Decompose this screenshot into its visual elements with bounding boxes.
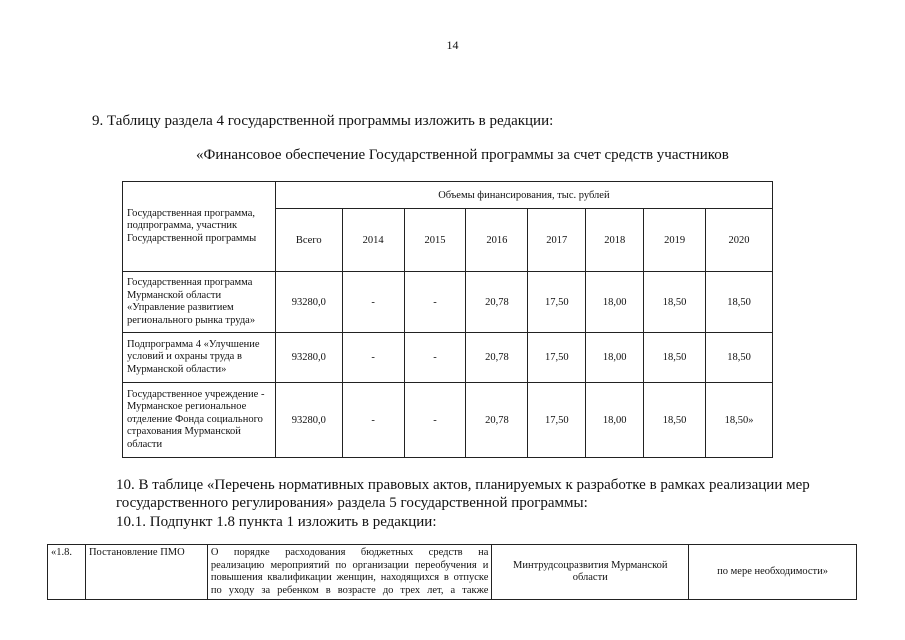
- cell: 18,50: [706, 333, 773, 383]
- col-header: 2016: [466, 209, 528, 272]
- cell: 18,00: [586, 383, 644, 458]
- cell: 93280,0: [275, 333, 342, 383]
- desc-line: повышения квалификации женщин, находящихся в отпуске: [210, 572, 489, 583]
- table-title: «Финансовое обеспечение Государственной программы за счет средств участников: [196, 147, 729, 163]
- col-header: 2019: [644, 209, 706, 272]
- cell: 18,50: [644, 383, 706, 458]
- item-10-line-2: государственного регулирования» раздела 5 государственной программы:: [116, 495, 588, 511]
- col-header: 2015: [404, 209, 466, 272]
- act-type: Постановление ПМО: [85, 545, 207, 600]
- cell: -: [404, 333, 466, 383]
- executor: Минтрудсоцразвития Мурманской области: [492, 545, 689, 600]
- row-name: Государственное учреждение - Мурманское региональное отделение Фонда социального страхования Мурманской области: [123, 383, 276, 458]
- row-name: Подпрограмма 4 «Улучшение условий и охраны труда в Мурманской области»: [123, 333, 276, 383]
- page-number: 14: [446, 38, 459, 52]
- col-header: 2017: [528, 209, 586, 272]
- desc-line: реализацию мероприятий по организации переобучения и: [210, 559, 489, 571]
- table-row: [123, 333, 773, 383]
- cell: 18,00: [586, 333, 644, 383]
- cell: 18,50: [644, 333, 706, 383]
- financing-table: [122, 181, 773, 458]
- row-name: Государственная программа Мурманской области «Управление развитием регионального рынка труда»: [123, 272, 276, 333]
- table-row: [123, 272, 773, 333]
- col-header: 2018: [586, 209, 644, 272]
- row-number: «1.8.: [48, 545, 86, 600]
- item-10-paragraph: [92, 476, 844, 512]
- group-header: Объемы финансирования, тыс. рублей: [275, 182, 772, 209]
- acts-table-row: [47, 544, 857, 600]
- cell: 18,50: [706, 272, 773, 333]
- cell: -: [404, 383, 466, 458]
- cell: -: [342, 272, 404, 333]
- cell: 20,78: [466, 383, 528, 458]
- cell: 93280,0: [275, 383, 342, 458]
- cell: 18,50: [644, 272, 706, 333]
- cell: 93280,0: [275, 272, 342, 333]
- col-header: 2014: [342, 209, 404, 272]
- col-header: 2020: [706, 209, 773, 272]
- item-10-line-1: 10. В таблице «Перечень нормативных правовых актов, планируемых к разработке в рамках реализации мер: [116, 477, 810, 493]
- cell: 20,78: [466, 333, 528, 383]
- cell: -: [342, 333, 404, 383]
- act-description: [207, 545, 492, 600]
- desc-line: О порядке расходования бюджетных средств на: [210, 547, 489, 558]
- cell: 17,50: [528, 333, 586, 383]
- deadline: по мере необходимости»: [689, 545, 857, 600]
- cell: 20,78: [466, 272, 528, 333]
- cell: 18,50»: [706, 383, 773, 458]
- table-row: [123, 383, 773, 458]
- desc-line: по уходу за ребенком в возрасте до трех лет, а также: [210, 584, 489, 596]
- item-10-1-heading: 10.1. Подпункт 1.8 пункта 1 изложить в редакции:: [116, 514, 437, 530]
- cell: 17,50: [528, 383, 586, 458]
- col-header: Всего: [275, 209, 342, 272]
- cell: 18,00: [586, 272, 644, 333]
- row-header: Государственная программа, подпрограмма, участник Государственной программы: [123, 182, 276, 272]
- cell: -: [404, 272, 466, 333]
- cell: 17,50: [528, 272, 586, 333]
- item-9-heading: 9. Таблицу раздела 4 государственной программы изложить в редакции:: [92, 113, 554, 129]
- cell: -: [342, 383, 404, 458]
